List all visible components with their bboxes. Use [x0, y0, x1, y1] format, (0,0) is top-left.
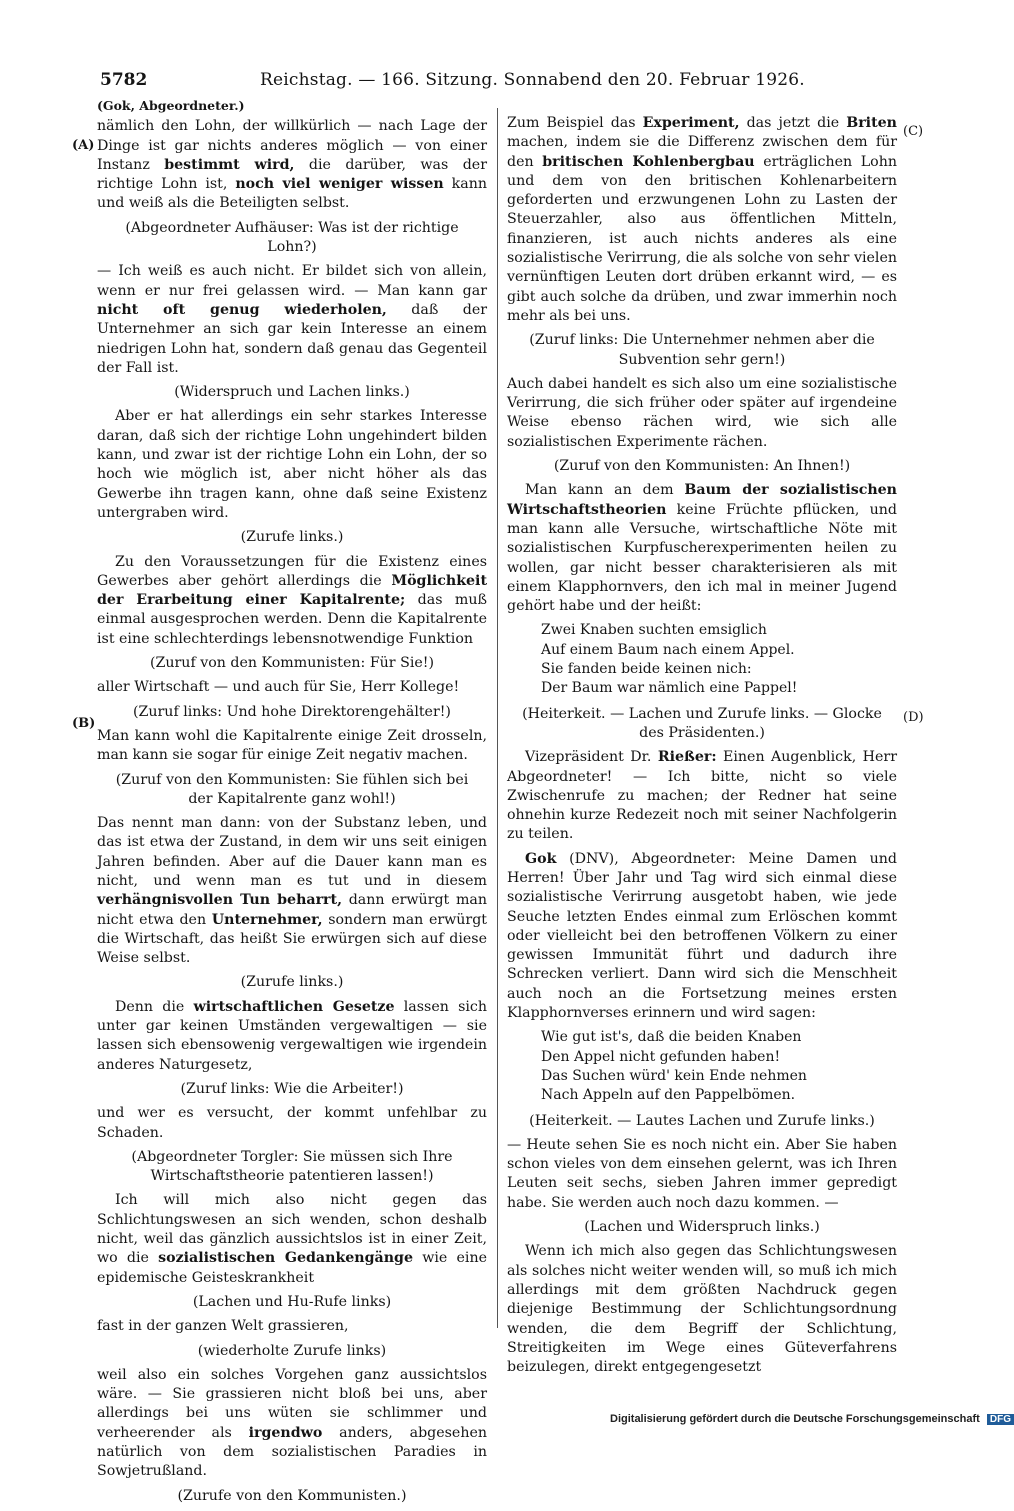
interjection: (Lachen und Hu-Rufe links)	[192, 1293, 392, 1310]
margin-marker-c: (C)	[903, 124, 924, 139]
paragraph: Vizepräsident Dr. Rießer: Einen Augenblick, Herr Abgeordneter! — Ich bitte, nicht so viele Zwischenrufe zu machen; der Redner hat seine ohnehin kurze Redezeit noch mit seiner Nachfolgerin zu teilen.	[507, 749, 897, 843]
footer-text: Digitalisierung gefördert durch die Deutsche Forschungsgemeinschaft	[610, 1413, 980, 1425]
paragraph: Aber er hat allerdings ein sehr starkes Interesse daran, daß sich der richtige Lohn ungehindert bilden kann, und zwar ist der richtige Lohn ein Lohn, der so hoch wie möglich ist, aber nicht höher als das Gewerbe ihn tragen kann, ohne daß seine Existenz untergraben wird.	[97, 408, 487, 521]
interjection: (Zuruf von den Kommunisten: Sie fühlen sich bei der Kapitalrente ganz wohl!)	[115, 771, 469, 807]
paragraph: — Ich weiß es auch nicht. Er bildet sich von allein, wenn er nur frei gelassen wird. — Man kann gar nicht oft genug wiederholen, daß der Unternehmer an sich gar kein Interesse an einem niedrigen Lohn hat, sondern daß genau das Gegenteil der Fall ist.	[97, 263, 487, 376]
paragraph: Auch dabei handelt es sich also um eine sozialistische Verirrung, die sich früher oder später auf irgendeine Weise ebenso rächen wird, wie sich alle sozialistischen Experimente rächen.	[507, 375, 897, 450]
interjection: (Abgeordneter Torgler: Sie müssen sich Ihre Wirtschaftstheorie patentieren lassen!)	[131, 1148, 453, 1185]
interjection: (Zurufe links.)	[240, 529, 344, 546]
page-number: 5782	[100, 70, 148, 90]
verse-line: Der Baum war nämlich eine Pappel!	[541, 680, 798, 697]
margin-marker-d: (D)	[903, 710, 924, 725]
paragraph: Zu den Voraussetzungen für die Existenz eines Gewerbes aber gehört allerdings die Möglichkeit der Erarbeitung einer Kapitalrente; das muß einmal ausgesprochen werden. Denn die Kapitalrente ist eine schlechterdings lebensnotwendige Funktion	[97, 553, 487, 647]
verse-one	[541, 621, 897, 698]
paragraph: aller Wirtschaft — und auch für Sie, Herr Kollege!	[97, 679, 460, 696]
dfg-logo: DFG	[987, 1414, 1014, 1425]
page-header	[100, 70, 920, 94]
running-title: Reichstag. — 166. Sitzung. Sonnabend den 20. Februar 1926.	[260, 70, 805, 90]
interjection: (Heiterkeit. — Lautes Lachen und Zurufe links.)	[529, 1112, 875, 1129]
verse-line: Sie fanden beide keinen nich:	[541, 661, 752, 678]
left-column	[97, 96, 487, 1511]
paragraph: Denn die wirtschaftlichen Gesetze lassen sich unter gar keinen Umständen vergewaltigen — sie lassen sich ebensowenig vergewaltigen wie irgendein anderes Naturgesetz,	[97, 998, 487, 1073]
paragraph: Ich will mich also nicht gegen das Schlichtungswesen an sich wenden, schon deshalb nicht, weil das gänzlich aussichtslos ist in einer Zeit, wo die sozialistischen Gedankengänge wie eine epidemische Geisteskrankheit	[97, 1192, 487, 1286]
verse-line: Wie gut ist's, daß die beiden Knaben	[541, 1029, 802, 1046]
interjection: (wiederholte Zurufe links)	[197, 1342, 387, 1359]
paragraph: Man kann wohl die Kapitalrente einige Zeit drosseln, man kann sie sogar für einige Zeit negativ machen.	[97, 727, 487, 764]
verse-line: Den Appel nicht gefunden haben!	[541, 1048, 781, 1065]
interjection: (Zuruf links: Und hohe Direktorengehälter!)	[133, 703, 451, 720]
verse-line: Auf einem Baum nach einem Appel.	[541, 641, 795, 658]
paragraph: Man kann an dem Baum der sozialistischen Wirtschaftstheorien keine Früchte pflücken, und man kann alle Versuche, wirtschaftliche Nöte mit sozialistischen Kurpfuscherexperimenten heilen zu wollen, gar nicht besser charakterisieren als mit einem Klapphornvers, den ich mal in meiner Jugend gehört habe und der heißt:	[507, 482, 897, 615]
paragraph: Gok (DNV), Abgeordneter: Meine Damen und Herren! Über Jahr und Tag wird sich einmal diese sozialistische Verirrung ausgetobt haben, wie jede Seuche letzten Endes einmal zum Erlöschen kommt oder vielleicht bei den betroffenen Völkern zu einer gewissen Immunität führt und dadurch ihre Schrecken verliert. Dann wird sich die Menschheit auch noch an die Fortsetzung meines ersten Klapphornverses erinnern und wird sagen:	[507, 850, 897, 1022]
interjection: (Lachen und Widerspruch links.)	[584, 1219, 820, 1236]
interjection: (Heiterkeit. — Lachen und Zurufe links. — Glocke des Präsidenten.)	[522, 705, 882, 741]
paragraph: weil also ein solches Vorgehen ganz aussichtslos wäre. — Sie grassieren nicht bloß bei uns, aber allerdings bei uns wüten sie schlimmer und verheerender als irgendwo anders, abgesehen natürlich von dem sozialistischen Paradies in Sowjetrußland.	[97, 1366, 487, 1480]
interjection: (Abgeordneter Aufhäuser: Was ist der richtige Lohn?)	[125, 219, 459, 256]
paragraph: und wer es versucht, der kommt unfehlbar zu Schaden.	[97, 1105, 487, 1141]
right-column	[507, 114, 897, 1382]
paragraph: fast in der ganzen Welt grassieren,	[97, 1318, 349, 1335]
verse-line: Zwei Knaben suchten emsiglich	[541, 622, 767, 639]
interjection: (Zurufe links.)	[240, 974, 344, 991]
interjection: (Zuruf von den Kommunisten: Für Sie!)	[150, 655, 434, 672]
speaker-note: (Gok, Abgeordneter.)	[97, 98, 245, 113]
paragraph: Das nennt man dann: von der Substanz leben, und das ist etwa der Zustand, in dem wir uns seit einigen Jahren befinden. Aber auf die Dauer kann man es nicht, und wenn man es tut und in diesem verhängnisvollen Tun beharrt, dann erwürgt man nicht etwa den Unternehmer, sondern man erwürgt die Wirtschaft, das heißt Sie erwürgen sich auf diese Weise selbst.	[97, 815, 487, 967]
digitization-footer	[610, 1413, 1014, 1425]
interjection: (Zurufe von den Kommunisten.)	[177, 1487, 407, 1504]
paragraph: — Heute sehen Sie es noch nicht ein. Aber Sie haben schon vieles von dem einsehen gelernt, was ich Ihren Leuten seit sechs, sieben Jahren immer gepredigt habe. Sie werden auch noch dazu kommen. —	[507, 1136, 897, 1211]
interjection: (Widerspruch und Lachen links.)	[174, 384, 410, 401]
paragraph: nämlich den Lohn, der willkürlich — nach Lage der Dinge ist gar nichts anderes möglich — von einer Instanz bestimmt wird, die darüber, was der richtige Lohn ist, noch viel weniger wissen kann und weiß als die Beteiligten selbst.	[97, 118, 488, 212]
paragraph: Wenn ich mich also gegen das Schlichtungswesen als solches nicht weiter wenden will, so muß ich mich allerdings mit dem größten Nachdruck gegen diejenige Bestimmung der Schlichtungsordnung wenden, die dem Begriff der Schlichtung, Streitigkeiten im Wege eines Güteverfahrens beizulegen, direkt entgegengesetzt	[507, 1243, 897, 1376]
paragraph: Zum Beispiel das Experiment, das jetzt die Briten machen, indem sie die Differenz zwischen dem für den britischen Kohlenbergbau erträglichen Lohn und dem von den britischen Kohlenarbeitern geforderten und erzwungenen Lohn zu Lasten der Steuerzahler, also aus öffentlichen Mitteln, finanzieren, ist auch nichts anderes als eine sozialistische Verirrung, die als solche von sehr vielen vernünftigen Leuten dort drüben erkannt wird, — es gibt auch solche da drüben, und zwar immerhin noch mehr als bei uns.	[507, 115, 898, 324]
margin-marker-a: (A)	[72, 138, 95, 153]
verse-line: Das Suchen würd' kein Ende nehmen	[541, 1067, 807, 1084]
column-divider	[497, 108, 498, 1328]
interjection: (Zuruf von den Kommunisten: An Ihnen!)	[553, 458, 851, 475]
verse-two	[541, 1028, 897, 1105]
interjection: (Zuruf links: Wie die Arbeiter!)	[180, 1080, 404, 1097]
verse-line: Nach Appeln auf den Pappelbömen.	[541, 1087, 796, 1104]
interjection: (Zuruf links: Die Unternehmer nehmen aber die Subvention sehr gern!)	[529, 332, 875, 368]
margin-marker-b: (B)	[72, 716, 96, 731]
